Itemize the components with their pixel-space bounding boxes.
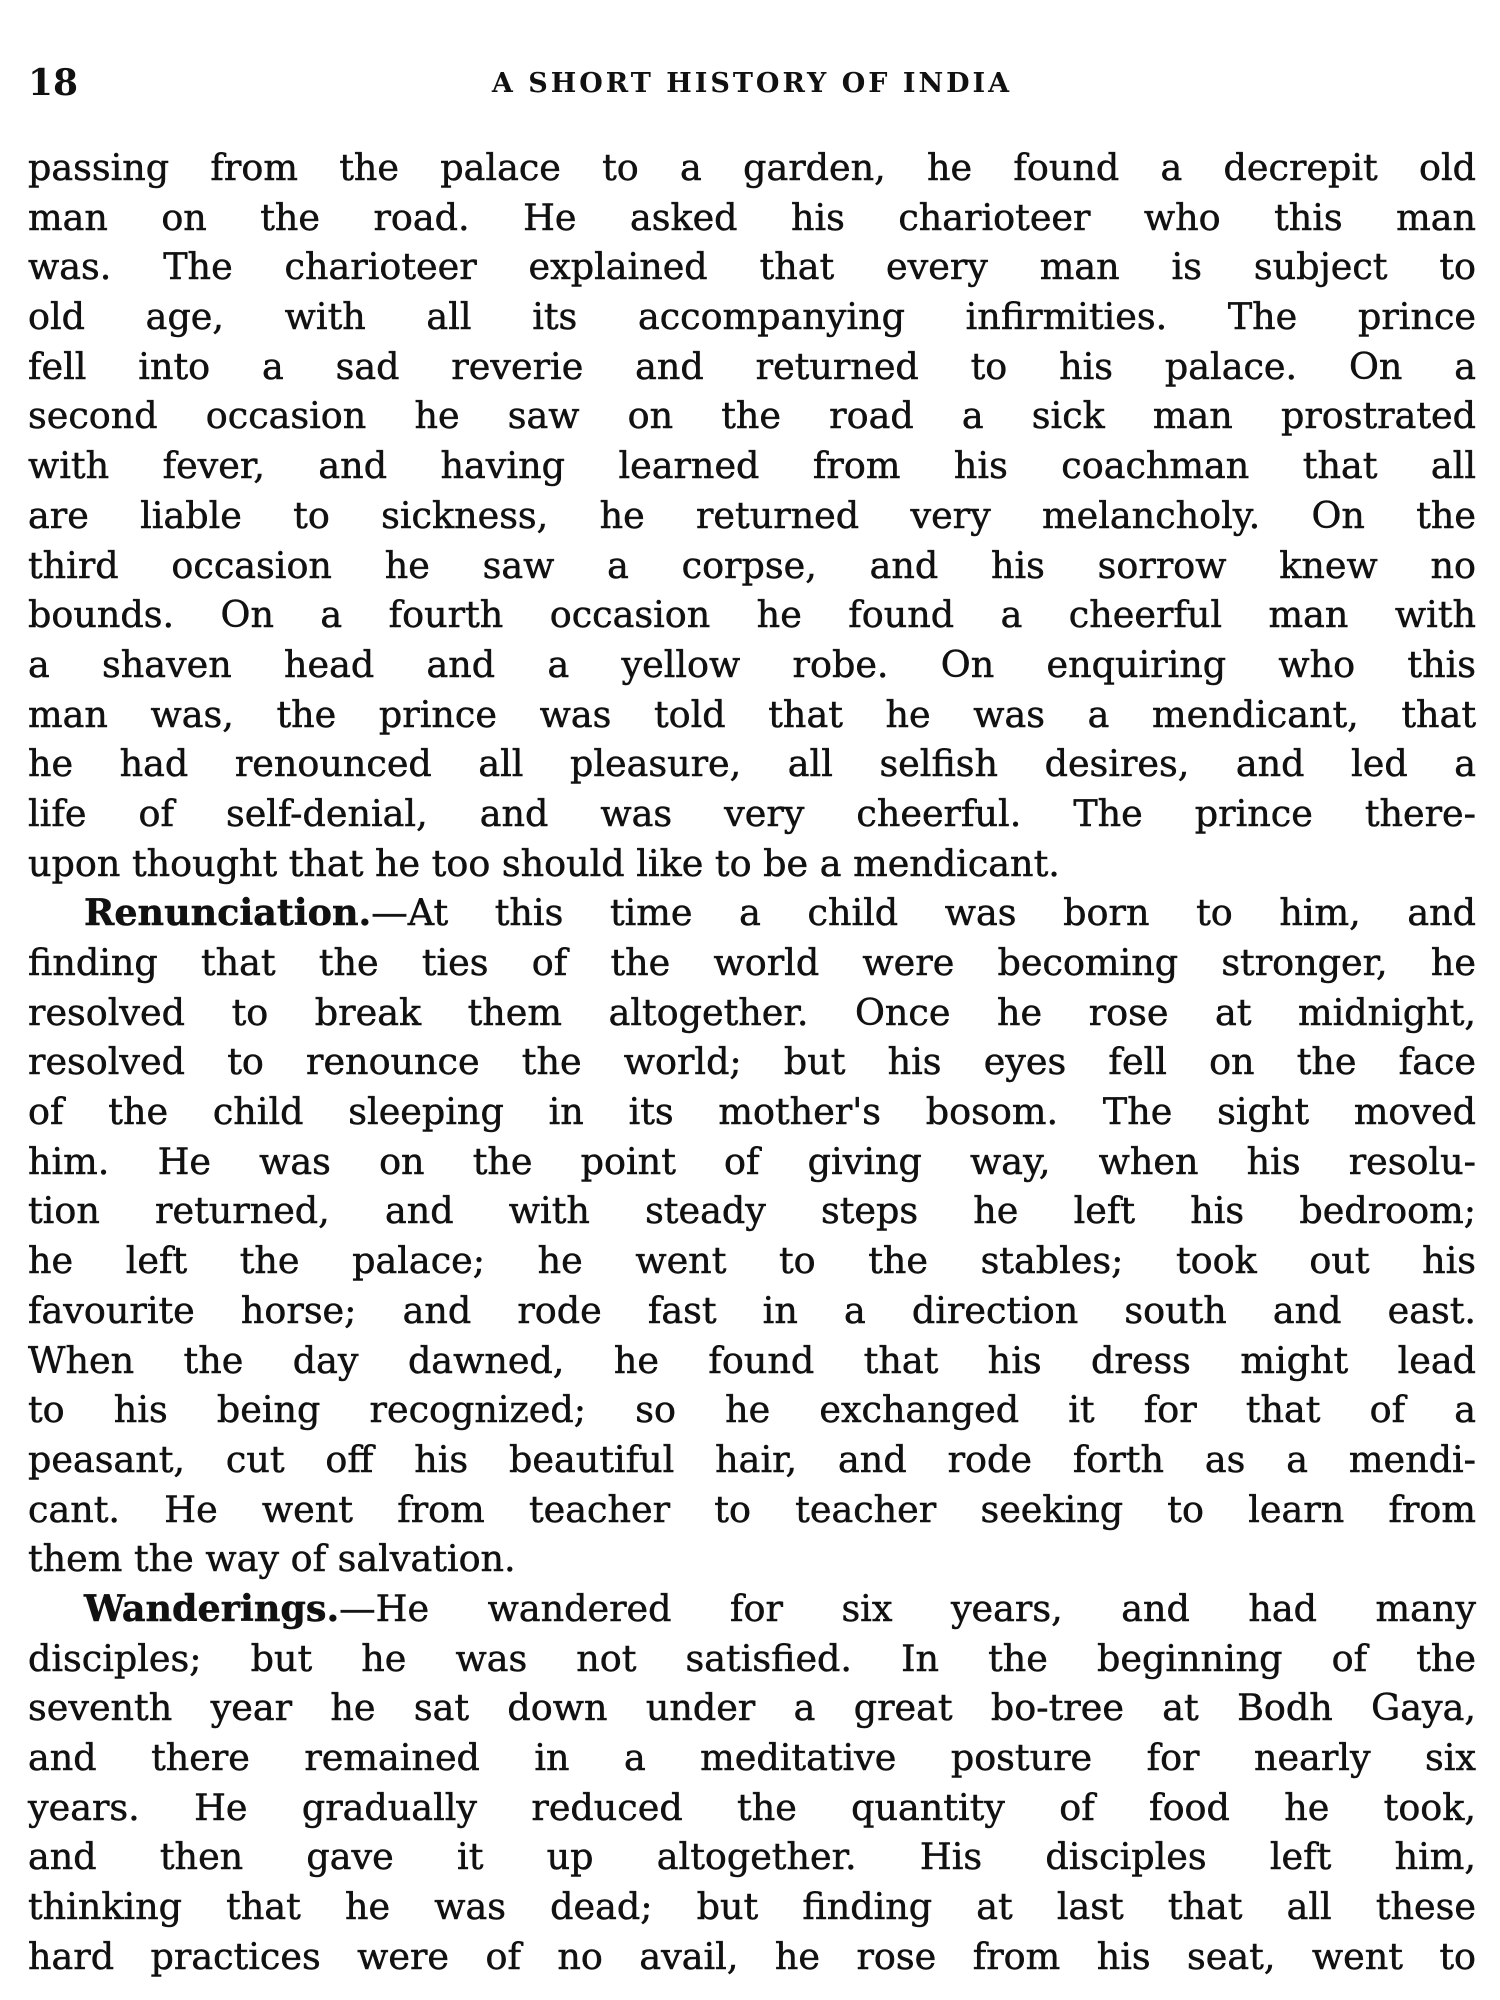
- page-body: [28, 143, 1476, 1981]
- text-line: a shaven head and a yellow robe. On enquiring who this: [28, 642, 1476, 686]
- text-line: he had renounced all pleasure, all selfish desires, and led a: [28, 742, 1476, 786]
- text-line: third occasion he saw a corpse, and his sorrow knew no: [28, 543, 1476, 587]
- text-line: fell into a sad reverie and returned to his palace. On a: [28, 344, 1476, 388]
- text-line: disciples; but he was not satisfied. In the beginning of the: [28, 1636, 1476, 1680]
- text-line: man was, the prince was told that he was a mendicant, that: [28, 692, 1476, 736]
- text-line: resolved to break them altogether. Once he rose at midnight,: [28, 990, 1476, 1034]
- text-line: life of self-denial, and was very cheerful. The prince there-: [28, 791, 1476, 835]
- paragraph: [28, 888, 1476, 1584]
- text-line: tion returned, and with steady steps he left his bedroom;: [28, 1189, 1476, 1233]
- running-title: A SHORT HISTORY OF INDIA: [491, 68, 1013, 99]
- text-line: old age, with all its accompanying infirmities. The prince: [28, 295, 1476, 339]
- section-heading: Wanderings.: [84, 1586, 340, 1630]
- text-line: to his being recognized; so he exchanged it for that of a: [28, 1388, 1476, 1432]
- text-line: finding that the ties of the world were becoming stronger, he: [28, 941, 1476, 984]
- text-line: bounds. On a fourth occasion he found a cheerful man with: [28, 593, 1476, 637]
- text-line: When the day dawned, he found that his dress might lead: [28, 1338, 1476, 1382]
- text-line: hard practices were of no avail, he rose from his seat, went to: [28, 1934, 1476, 1978]
- paragraph: [28, 1584, 1476, 1982]
- text-line: [28, 1584, 1476, 1634]
- text-line: upon thought that he too should like to be a mendicant.: [28, 841, 1060, 885]
- page-header: [28, 62, 1476, 110]
- line-text: —At this time a child was born to him, and: [371, 891, 1476, 935]
- text-line: [28, 888, 1476, 938]
- text-line: was. The charioteer explained that every man is subject to: [28, 245, 1476, 289]
- text-line: cant. He went from teacher to teacher seeking to learn from: [28, 1487, 1476, 1531]
- text-line: of the child sleeping in its mother's bosom. The sight moved: [28, 1090, 1476, 1134]
- text-line: and then gave it up altogether. His disciples left him,: [28, 1835, 1476, 1879]
- text-line: and there remained in a meditative posture for nearly six: [28, 1736, 1476, 1779]
- text-line: years. He gradually reduced the quantity of food he took,: [28, 1785, 1476, 1829]
- text-line: are liable to sickness, he returned very melancholy. On the: [28, 493, 1476, 537]
- text-line: him. He was on the point of giving way, when his resolu-: [28, 1139, 1476, 1183]
- section-heading: Renunciation.: [84, 891, 372, 935]
- page-number: 18: [28, 62, 79, 104]
- text-line: resolved to renounce the world; but his eyes fell on the face: [28, 1040, 1476, 1084]
- text-line: passing from the palace to a garden, he found a decrepit old: [28, 146, 1476, 189]
- text-line: peasant, cut off his beautiful hair, and rode forth as a mendi-: [28, 1437, 1476, 1481]
- text-line: them the way of salvation.: [28, 1537, 516, 1581]
- line-text: —He wandered for six years, and had many: [339, 1586, 1476, 1630]
- paragraph: [28, 143, 1476, 888]
- text-line: seventh year he sat down under a great bo-tree at Bodh Gaya,: [28, 1686, 1476, 1730]
- text-line: he left the palace; he went to the stables; took out his: [28, 1239, 1476, 1283]
- text-line: man on the road. He asked his charioteer who this man: [28, 195, 1476, 239]
- text-line: favourite horse; and rode fast in a direction south and east.: [28, 1288, 1476, 1332]
- text-line: with fever, and having learned from his coachman that all: [28, 444, 1476, 488]
- text-line: thinking that he was dead; but finding at last that all these: [28, 1885, 1476, 1929]
- text-line: second occasion he saw on the road a sick man prostrated: [28, 394, 1476, 438]
